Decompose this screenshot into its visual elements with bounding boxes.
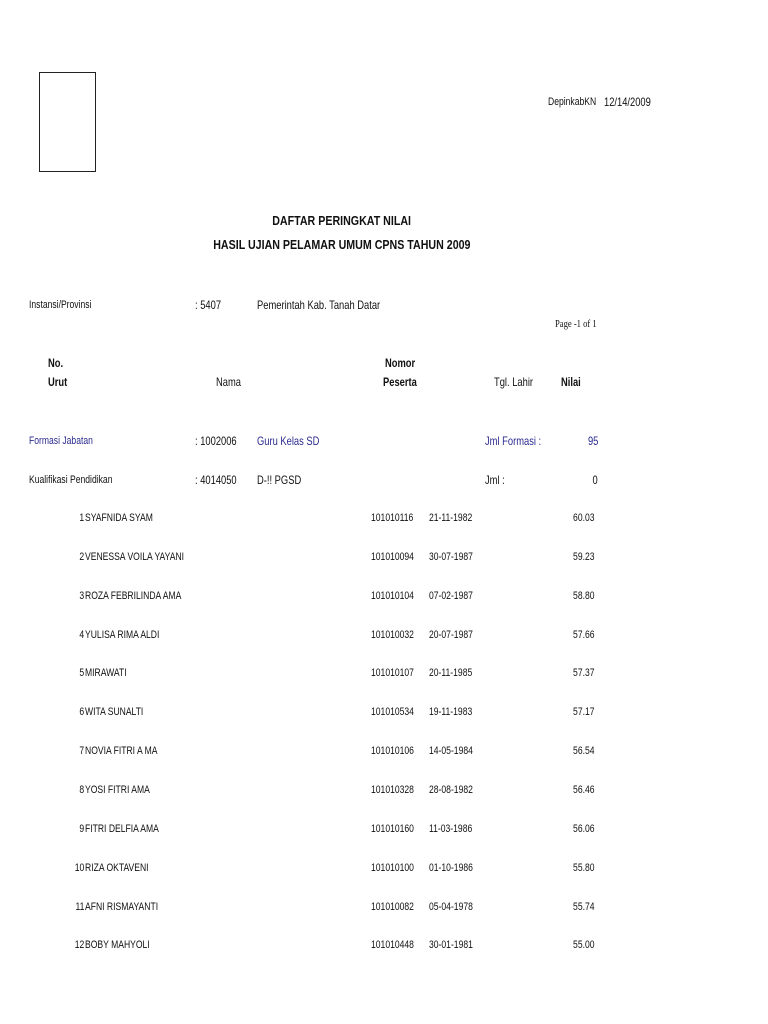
row-nomor: 101010107	[371, 667, 414, 680]
page-info: Page -1 of 1	[555, 318, 597, 330]
row-tgl: 05-04-1978	[429, 900, 473, 913]
kualifikasi-count: 0	[592, 473, 598, 487]
table-row	[0, 667, 768, 683]
formasi-code: : 1002006	[195, 434, 237, 448]
row-tgl: 30-07-1987	[429, 550, 473, 563]
row-nilai: 58.80	[573, 589, 595, 602]
row-nilai: 60.03	[573, 512, 595, 524]
row-nama: BOBY MAHYOLI	[85, 939, 150, 952]
row-nomor: 101010104	[371, 589, 414, 602]
row-nilai: 55.74	[573, 900, 595, 913]
row-nama: YOSI FITRI AMA	[85, 783, 150, 796]
col-nilai: Nilai	[561, 375, 581, 389]
row-no: 9	[79, 822, 84, 835]
row-nama: YULISA RIMA ALDI	[85, 628, 160, 641]
kualifikasi-name: D-!! PGSD	[257, 473, 302, 487]
col-no-line1: No.	[48, 356, 64, 370]
row-nomor: 101010160	[371, 822, 414, 835]
row-nilai: 56.54	[573, 745, 595, 758]
row-nilai: 59.23	[573, 550, 595, 563]
row-nomor: 101010534	[371, 706, 414, 719]
table-row	[0, 901, 768, 917]
row-no: 7	[79, 745, 84, 758]
table-row	[0, 706, 768, 722]
formasi-name: Guru Kelas SD	[257, 434, 320, 448]
row-nilai: 55.80	[573, 861, 595, 874]
row-tgl: 11-03-1986	[429, 822, 473, 835]
instansi-code: : 5407	[195, 298, 222, 312]
instansi-label: Instansi/Provinsi	[29, 299, 92, 311]
row-nilai: 57.37	[573, 667, 595, 680]
photo-box	[39, 72, 96, 172]
row-no: 2	[79, 550, 84, 563]
row-nilai: 57.17	[573, 706, 595, 719]
row-tgl: 30-01-1981	[429, 939, 473, 952]
row-tgl: 07-02-1987	[429, 589, 473, 602]
row-nomor: 101010032	[371, 628, 414, 641]
col-tgl-lahir: Tgl. Lahir	[494, 375, 534, 389]
col-nama: Nama	[216, 375, 241, 389]
table-row	[0, 862, 768, 878]
row-tgl: 28-08-1982	[429, 783, 473, 796]
row-nilai: 56.46	[573, 783, 595, 796]
header-date: 12/14/2009	[604, 95, 651, 109]
row-no: 6	[79, 706, 84, 719]
row-nomor: 101010106	[371, 745, 414, 758]
row-nama: SYAFNIDA SYAM	[85, 512, 153, 524]
header-source: DepinkabKN	[548, 96, 597, 108]
row-no: 8	[79, 783, 84, 796]
row-nama: ROZA FEBRILINDA AMA	[85, 589, 182, 602]
row-nama: RIZA OKTAVENI	[85, 861, 149, 874]
row-nilai: 57.66	[573, 628, 595, 641]
row-nomor: 101010116	[371, 512, 414, 524]
row-no: 3	[79, 589, 84, 602]
row-tgl: 01-10-1986	[429, 861, 473, 874]
col-nomor-line1: Nomor	[385, 356, 416, 370]
row-nilai: 55.00	[573, 939, 595, 952]
row-nama: AFNI RISMAYANTI	[85, 900, 159, 913]
kualifikasi-label: Kualifikasi Pendidikan	[29, 474, 113, 486]
formasi-count-label: Jml Formasi :	[485, 434, 542, 448]
instansi-name: Pemerintah Kab. Tanah Datar	[257, 298, 381, 312]
row-no: 12	[74, 939, 84, 952]
page-title: DAFTAR PERINGKAT NILAI	[272, 213, 412, 228]
table-row	[0, 939, 768, 955]
row-nama: VENESSA VOILA YAYANI	[85, 550, 185, 563]
table-row	[0, 784, 768, 800]
row-tgl: 14-05-1984	[429, 745, 473, 758]
row-tgl: 21-11-1982	[429, 512, 473, 524]
table-row	[0, 745, 768, 761]
row-no: 4	[79, 628, 84, 641]
table-row	[0, 551, 768, 567]
row-nilai: 56.06	[573, 822, 595, 835]
row-no: 1	[79, 512, 84, 524]
col-no-line2: Urut	[48, 375, 68, 389]
row-nomor: 101010328	[371, 783, 414, 796]
row-nama: WITA SUNALTI	[85, 706, 144, 719]
table-row	[0, 823, 768, 839]
row-no: 5	[79, 667, 84, 680]
row-nama: FITRI DELFIA AMA	[85, 822, 159, 835]
row-nomor: 101010448	[371, 939, 414, 952]
row-tgl: 20-07-1987	[429, 628, 473, 641]
kualifikasi-count-label: Jml :	[485, 473, 505, 487]
kualifikasi-code: : 4014050	[195, 473, 237, 487]
row-no: 11	[75, 900, 84, 913]
formasi-label: Formasi Jabatan	[29, 435, 93, 447]
table-row	[0, 512, 768, 528]
table-row	[0, 590, 768, 606]
row-nomor: 101010094	[371, 550, 414, 563]
row-no: 10	[74, 861, 84, 874]
page-subtitle: HASIL UJIAN PELAMAR UMUM CPNS TAHUN 2009	[213, 237, 471, 252]
row-nomor: 101010082	[371, 900, 414, 913]
row-nomor: 101010100	[371, 861, 414, 874]
row-nama: MIRAWATI	[85, 667, 127, 680]
row-tgl: 20-11-1985	[429, 667, 473, 680]
formasi-count: 95	[587, 434, 598, 448]
row-tgl: 19-11-1983	[429, 706, 473, 719]
col-nomor-line2: Peserta	[383, 375, 417, 389]
row-nama: NOVIA FITRI A MA	[85, 745, 158, 758]
table-row	[0, 629, 768, 645]
